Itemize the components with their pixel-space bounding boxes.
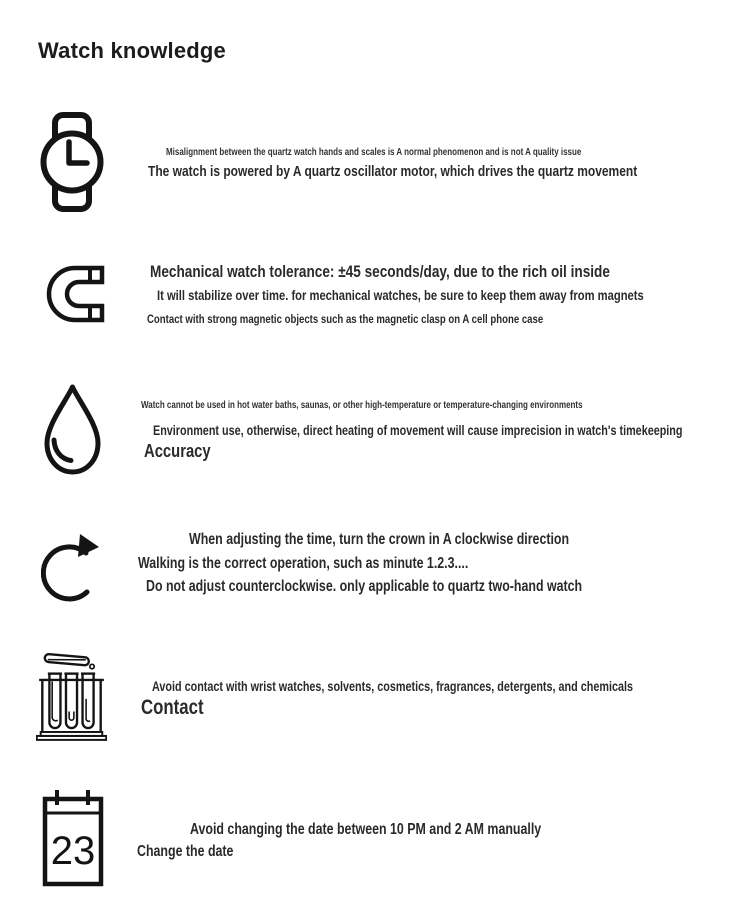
info-line: The watch is powered by A quartz oscillator motor, which drives the quartz movement: [148, 163, 638, 180]
info-line: Avoid changing the date between 10 PM and 2 AM manually: [190, 821, 542, 838]
info-line: Avoid contact with wrist watches, solvents, cosmetics, fragrances, detergents, and chemicals: [152, 679, 633, 694]
page-title: Watch knowledge: [38, 38, 226, 63]
info-line: When adjusting the time, turn the crown in A clockwise direction: [189, 531, 570, 548]
info-line: Mechanical watch tolerance: ±45 seconds/day, due to the rich oil inside: [150, 262, 610, 281]
clockwise-arrow-icon: [41, 527, 101, 604]
info-line: Watch cannot be used in hot water baths, saunas, or other high-temperature or temperature-changing environments: [141, 400, 583, 411]
section-heading: Accuracy: [144, 440, 211, 461]
info-line: Environment use, otherwise, direct heating of movement will cause imprecision in watch's timekeeping: [153, 423, 683, 438]
info-line: Walking is the correct operation, such as minute 1.2.3....: [138, 555, 469, 572]
info-line: It will stabilize over time. for mechanical watches, be sure to keep them away from magnets: [157, 287, 644, 303]
info-line: Misalignment between the quartz watch hands and scales is A normal phenomenon and is not A quality issue: [166, 147, 582, 158]
section-heading: Contact: [141, 696, 204, 719]
watch-icon: [38, 112, 106, 212]
calendar-icon: [42, 788, 104, 887]
info-line: Do not adjust counterclockwise. only applicable to quartz two-hand watch: [146, 578, 583, 595]
water-drop-icon: [39, 382, 106, 478]
calendar-day: 23: [50, 829, 96, 873]
test-tubes-icon: [36, 649, 107, 744]
info-line: Contact with strong magnetic objects such as the magnetic clasp on A cell phone case: [147, 312, 544, 326]
info-line: Change the date: [137, 843, 234, 860]
magnet-icon: [39, 265, 105, 323]
